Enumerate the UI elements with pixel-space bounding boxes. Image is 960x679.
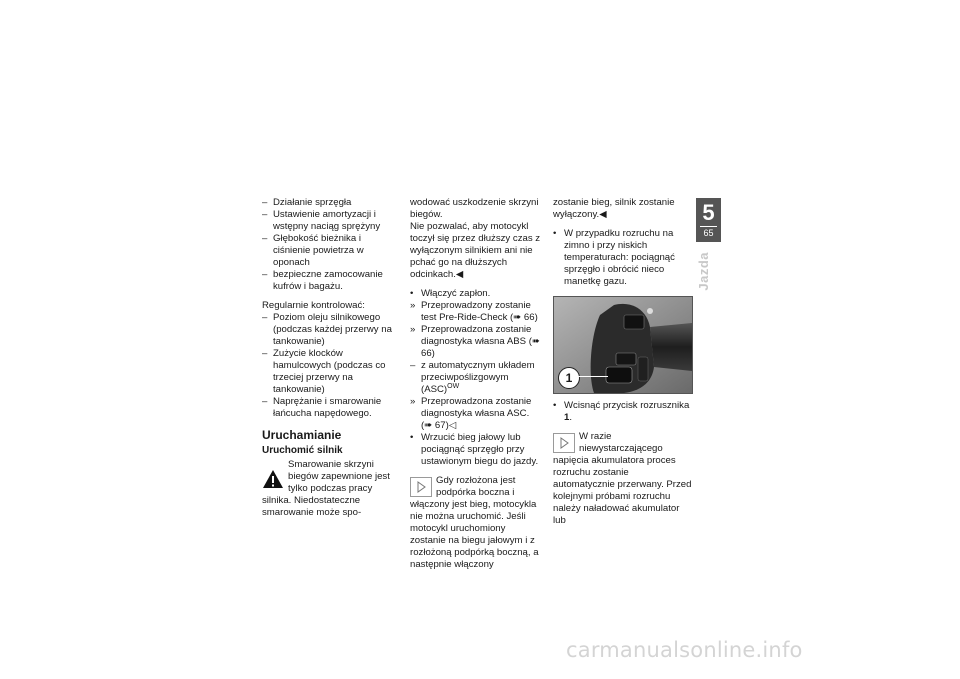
warning-text-continued: wodować uszkodzenie skrzyni biegów. bbox=[410, 197, 539, 220]
list-item: • W przypadku rozruchu na zimno i przy niskich temperaturach: pociągnąć sprzęgło i obrócić nieco manetkę gazu. bbox=[553, 228, 675, 287]
chapter-number: 5 bbox=[702, 200, 715, 225]
note-text: W razie niewystarczającego napięcia akumulatora proces rozruchu zostanie automatycznie przerwany. Przed kolejnymi próbami rozruchu należy naładować akumulator lub bbox=[553, 431, 692, 526]
note-box bbox=[553, 431, 693, 527]
subsection-heading: Uruchomić silnik bbox=[262, 445, 343, 456]
list-item: – bezpieczne zamocowanie kufrów i bagażu. bbox=[262, 269, 383, 292]
warning-text: Smarowanie skrzyni biegów zapewnione jest tylko podczas pracy silnika. Niedostateczne smarowanie może spo- bbox=[262, 459, 390, 518]
end-mark: ◁ bbox=[448, 420, 457, 431]
start-steps bbox=[410, 288, 543, 468]
callout-line bbox=[578, 376, 608, 377]
no-tow-text: Nie pozwalać, aby motocykl toczył się przez dłuższy czas z wyłączonym silnikiem ani nie pchać go na dłuższych odcinkach.◀ bbox=[410, 221, 541, 280]
list-item: – Zużycie klocków hamulcowych (podczas co trzeciej przerwy na tankowanie) bbox=[262, 348, 386, 395]
list-item: » Przeprowadzona zostanie diagnostyka własna ABS (➠ 66) bbox=[410, 324, 540, 359]
list-item: » Przeprowadzony zostanie test Pre-Ride-Check (➠ 66) bbox=[410, 300, 538, 323]
note-text: Gdy rozłożona jest podpórka boczna i włączony jest bieg, motocykla nie można uruchomić. Jeśli motocykl uruchomiony zostanie na biegu jałowym i z rozłożoną podpórką boczną, a następnie włączony bbox=[410, 475, 539, 570]
list-item: – z automatycznym układem przeciwpoślizgowym (ASC)$^{OW}$ bbox=[410, 360, 535, 395]
check-list-2 bbox=[262, 312, 400, 420]
note-text-continued: zostanie bieg, silnik zostanie wyłączony.◀ bbox=[553, 197, 675, 220]
section-label: Jazda bbox=[696, 252, 711, 291]
section-heading: Uruchamianie bbox=[262, 428, 342, 442]
list-item: – Działanie sprzęgła bbox=[262, 197, 352, 208]
end-mark: ◀ bbox=[455, 269, 464, 280]
chapter-tab bbox=[696, 198, 721, 242]
column-1 bbox=[262, 197, 400, 519]
end-mark: ◀ bbox=[599, 209, 607, 220]
list-item: – Poziom oleju silnikowego (podczas każdej przerwy na tankowanie) bbox=[262, 312, 392, 347]
cold-start-list bbox=[553, 228, 693, 288]
list-item: – Ustawienie amortyzacji i wstępny naciąg sprężyny bbox=[262, 209, 381, 232]
handlebar-switch-photo bbox=[553, 296, 693, 394]
page-number: 65 bbox=[703, 228, 714, 238]
list-item: • Wrzucić bieg jałowy lub pociągnąć sprzęgło przy ustawionym biegu do jazdy. bbox=[410, 432, 539, 467]
regular-check-label: Regularnie kontrolować: bbox=[262, 300, 365, 311]
list-item: • Wcisnąć przycisk rozrusznika 1. bbox=[553, 400, 690, 423]
info-play-icon bbox=[410, 477, 432, 497]
list-item: – Głębokość bieżnika i ciśnienie powietrza w oponach bbox=[262, 233, 364, 268]
list-item: • Włączyć zapłon. bbox=[410, 288, 491, 299]
callout-1: 1 bbox=[558, 367, 580, 389]
starter-list bbox=[553, 400, 693, 424]
column-2 bbox=[410, 197, 543, 571]
note-box bbox=[410, 475, 543, 571]
info-play-icon bbox=[553, 433, 575, 453]
column-3 bbox=[553, 197, 693, 527]
check-list-1 bbox=[262, 197, 400, 293]
warning-triangle-icon bbox=[262, 469, 284, 489]
warning-box bbox=[262, 459, 400, 519]
list-item: » Przeprowadzona zostanie diagnostyka własna ASC. (➠ 67)◁ bbox=[410, 396, 532, 431]
watermark: carmanualsonline.info bbox=[566, 638, 803, 662]
list-item: – Naprężanie i smarowanie łańcucha napędowego. bbox=[262, 396, 382, 419]
